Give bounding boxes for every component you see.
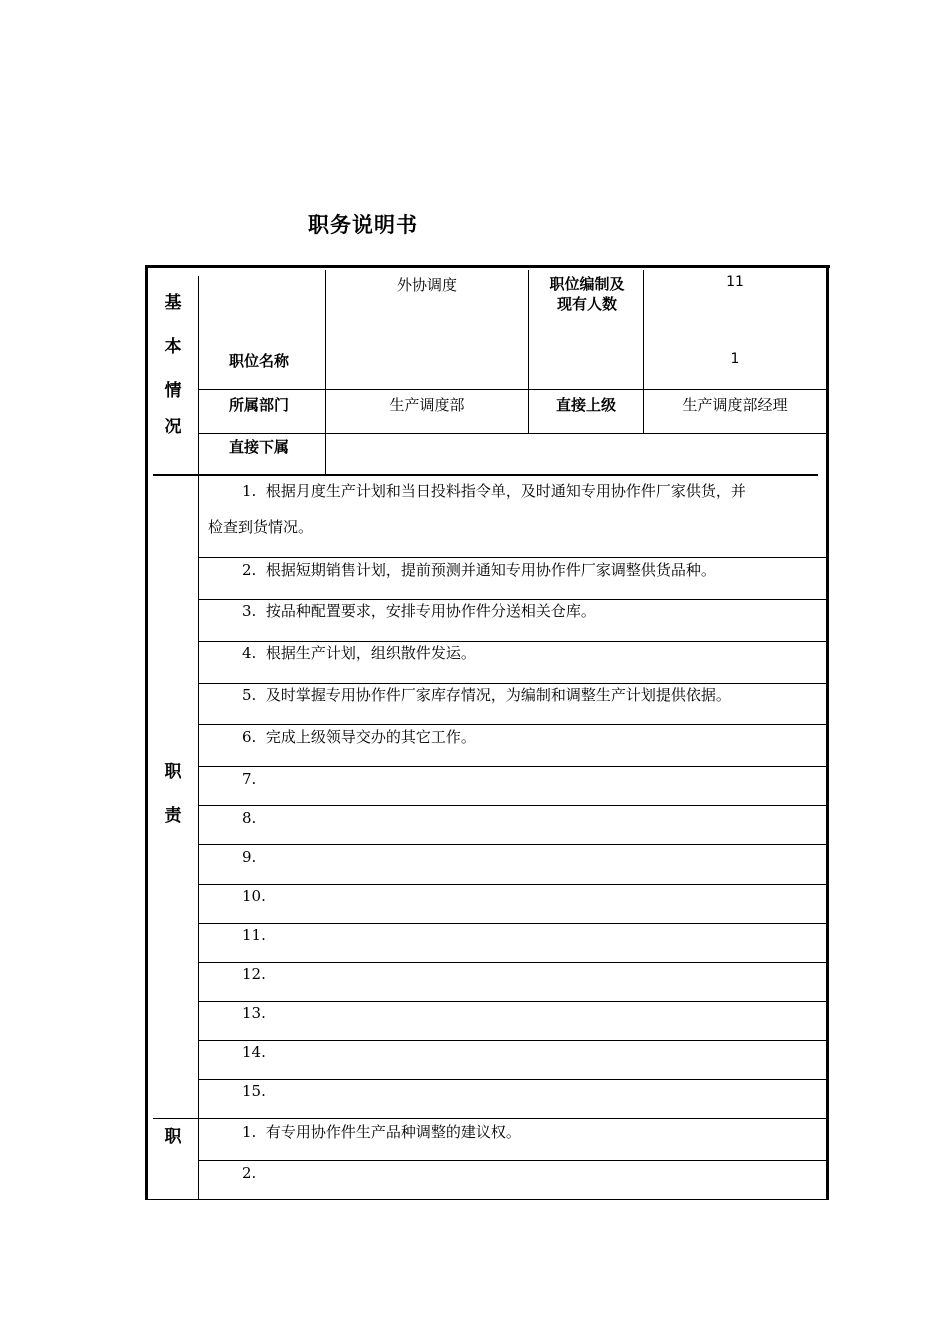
position-name-value: 外协调度 <box>396 276 457 294</box>
duty-num: 5. <box>242 686 257 704</box>
table-border-right <box>826 265 829 1200</box>
section-label-char: 职 <box>164 762 182 782</box>
department-value: 生产调度部 <box>389 396 465 414</box>
duty-num: 15. <box>242 1082 266 1100</box>
rights-text: 有专用协作件生产品种调整的建议权。 <box>265 1123 521 1141</box>
duty-line <box>198 805 826 806</box>
duty-line <box>198 1040 826 1041</box>
duty-num: 8. <box>242 809 257 827</box>
rights-section-label <box>158 1122 188 1147</box>
duty-section-bottom <box>153 1118 826 1119</box>
rights-num: 1. <box>242 1123 257 1141</box>
duty-num: 10. <box>242 887 266 905</box>
table-border-top <box>145 265 830 268</box>
position-name-label: 职位名称 <box>229 352 290 370</box>
duty-line <box>198 923 826 924</box>
rights-item <box>208 1162 266 1184</box>
duty-item-continuation: 检查到货情况。 <box>208 518 314 536</box>
duty-item <box>208 684 731 706</box>
table-border-left <box>145 265 148 1200</box>
duty-item <box>208 885 275 907</box>
duty-line <box>198 962 826 963</box>
duty-item <box>208 559 716 581</box>
basic-row-line-2 <box>198 433 826 434</box>
duty-text: 及时掌握专用协作件厂家库存情况，为编制和调整生产计划提供依据。 <box>265 686 731 704</box>
duty-item <box>208 1002 275 1024</box>
basic-row-line-1 <box>198 389 826 390</box>
section-label-char: 情 <box>164 381 182 401</box>
duty-text: 根据生产计划，组织散件发运。 <box>265 644 476 662</box>
duty-text: 按品种配置要求，安排专用协作件分送相关仓库。 <box>265 602 596 620</box>
duty-item <box>208 846 266 868</box>
duty-num: 7. <box>242 770 257 788</box>
duty-num: 3. <box>242 602 257 620</box>
duty-num: 4. <box>242 644 257 662</box>
duty-item <box>208 924 275 946</box>
duty-line <box>198 724 826 725</box>
table-border-bottom <box>148 1199 826 1200</box>
duty-line <box>198 884 826 885</box>
duty-num: 14. <box>242 1043 266 1061</box>
headcount-value-1: 11 <box>726 274 744 290</box>
duty-num: 2. <box>242 561 257 579</box>
department-label: 所属部门 <box>229 396 290 414</box>
duty-item <box>208 963 275 985</box>
section-label-char: 本 <box>164 337 182 357</box>
duty-text: 完成上级领导交办的其它工作。 <box>265 728 476 746</box>
duty-num: 13. <box>242 1004 266 1022</box>
page-title: 职务说明书 <box>308 213 418 237</box>
basic-divider-1 <box>325 270 326 476</box>
duty-text: 根据短期销售计划，提前预测并通知专用协作件厂家调整供货品种。 <box>265 561 716 579</box>
duty-item <box>208 1080 275 1102</box>
duty-item <box>208 642 476 664</box>
section-label-char: 责 <box>164 806 182 826</box>
duty-item <box>208 807 266 829</box>
duty-num: 9. <box>242 848 257 866</box>
rights-num: 2. <box>242 1164 257 1182</box>
duty-item <box>208 480 746 502</box>
superior-label: 直接上级 <box>555 396 616 414</box>
duty-item <box>208 1041 275 1063</box>
rights-line <box>198 1160 826 1161</box>
duty-num: 6. <box>242 728 257 746</box>
duty-line <box>198 844 826 845</box>
section-label-char: 职 <box>164 1127 182 1147</box>
duty-num: 11. <box>242 926 266 944</box>
duty-line <box>198 557 826 558</box>
headcount-label: 职位编制及现有人数 <box>549 275 625 313</box>
duty-line <box>198 766 826 767</box>
basic-section-bottom <box>153 474 818 476</box>
duty-line <box>198 1001 826 1002</box>
duty-item <box>208 726 476 748</box>
duty-num: 1. <box>242 482 257 500</box>
section-column-divider <box>198 276 199 1200</box>
duties-section-label <box>158 757 188 826</box>
section-label-char: 况 <box>164 417 182 437</box>
rights-item <box>208 1121 521 1143</box>
duty-item <box>208 768 266 790</box>
duty-text: 根据月度生产计划和当日投料指令单，及时通知专用协作件厂家供货，并 <box>265 482 746 500</box>
superior-value: 生产调度部经理 <box>682 396 788 414</box>
duty-num: 12. <box>242 965 266 983</box>
duty-line <box>198 1079 826 1080</box>
subordinate-label: 直接下属 <box>229 438 290 456</box>
basic-info-section-label <box>158 288 188 437</box>
headcount-value-2: 1 <box>730 351 740 367</box>
duty-item <box>208 600 596 622</box>
section-label-char: 基 <box>164 293 182 313</box>
